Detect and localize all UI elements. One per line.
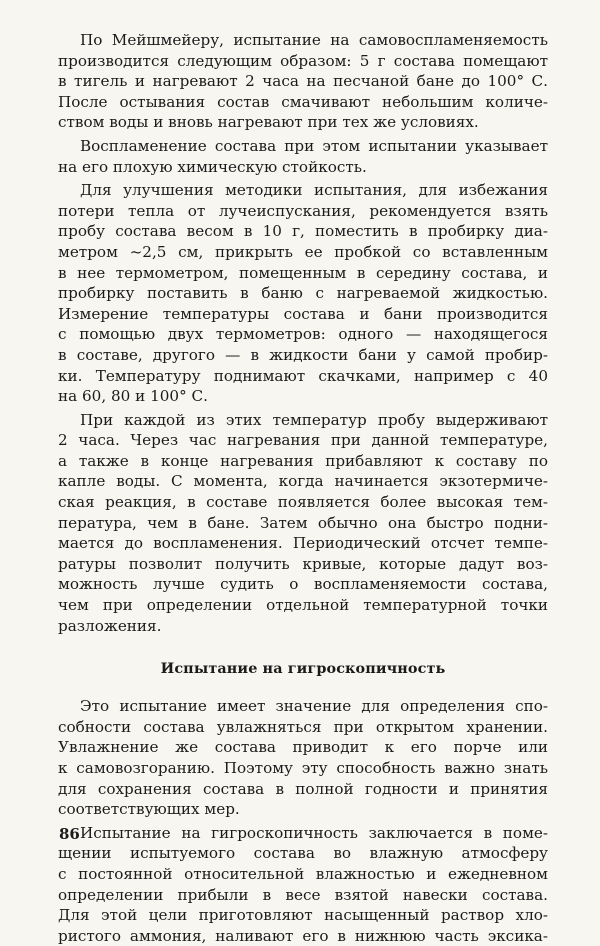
section-heading: Испытание на гигроскопичность [160, 660, 446, 678]
text-line: к самовозгоранию. Поэтому эту способность важно знать [58, 759, 548, 777]
text-line: пература, чем в бане. Затем обычно она быстро подни- [58, 513, 548, 532]
text-line: разложения. [58, 616, 162, 635]
text-line: ратуры позволит получить кривые, которые дадут воз- [58, 554, 548, 573]
text-line: Для улучшения методики испытания, для избежания [80, 181, 548, 200]
paragraph-hygroscopicity-method [58, 823, 548, 946]
text-line: в нее термометром, помещенным в середину состава, и [58, 263, 548, 282]
text-line: ки. Температуру поднимают скачками, например с 40 [58, 366, 548, 385]
text-line: ристого аммония, наливают его в нижнюю часть эксика- [58, 926, 548, 945]
text-line: После остывания состав смачивают небольшим количе- [58, 92, 548, 111]
text-line: потери тепла от лучеиспускания, рекомендуется взять [58, 201, 548, 220]
text-line: а также в конце нагревания прибавляют к составу по [58, 451, 548, 470]
text-line: мается до воспламенения. Периодический отсчет темпе- [58, 534, 548, 553]
text-line: ством воды и вновь нагревают при тех же условиях. [58, 113, 479, 132]
text-line: на его плохую химическую стойкость. [58, 157, 367, 176]
text-line: чем при определении отдельной температурной точки [58, 596, 548, 615]
text-line: пробирку поставить в баню с нагреваемой жидкостью. [58, 284, 548, 303]
paragraph-hygroscopicity-purpose [58, 696, 548, 820]
text-line: в тигель и нагревают 2 часа на песчаной бане до 100° С. [58, 72, 548, 91]
text-line: с постоянной относительной влажностью и ежедневном [58, 864, 548, 883]
text-line: Испытание на гигроскопичность заключается в поме- [80, 823, 548, 842]
text-line: При каждой из этих температур пробу выдерживают [80, 410, 548, 429]
text-line: Измерение температуры состава и бани производится [58, 304, 548, 323]
text-line: для сохранения состава в полной годности и принятия [58, 779, 548, 798]
text-line: ская реакция, в составе появляется более высокая тем- [58, 493, 548, 512]
text-line: Это испытание имеет значение для определения спо- [80, 697, 548, 716]
text-line: Увлажнение же состава приводит к его порче или [58, 738, 548, 757]
text-line: 2 часа. Через час нагревания при данной температуре, [58, 431, 548, 450]
page-number: 86 [59, 825, 80, 843]
page-body [58, 30, 548, 946]
text-line: можность лучше судить о воспламеняемости состава, [58, 575, 548, 594]
text-line: соответствующих мер. [58, 800, 240, 819]
text-line: По Мейшмейеру, испытание на самовоспламеняемость [80, 31, 548, 49]
text-line: капле воды. С момента, когда начинается экзотермиче- [58, 472, 548, 491]
text-line: производится следующим образом: 5 г состава помещают [58, 51, 548, 70]
text-line: определении прибыли в весе взятой навески состава. [58, 885, 548, 904]
text-line: в составе, другого — в жидкости бани у самой пробир- [58, 345, 548, 364]
text-line: пробу состава весом в 10 г, поместить в пробирку диа- [58, 222, 548, 241]
text-line: на 60, 80 и 100° С. [58, 387, 208, 406]
text-line: с помощью двух термометров: одного — находящегося [58, 325, 548, 344]
paragraph-meishmeier-test [58, 30, 548, 133]
text-line: Для этой цели приготовляют насыщенный раствор хло- [58, 906, 548, 925]
paragraph-ignition-result [58, 136, 548, 177]
paragraph-temperature-holding [58, 410, 548, 637]
text-line: метром ~2,5 см, прикрыть ее пробкой со вставленным [58, 242, 548, 261]
paragraph-method-improvement [58, 180, 548, 407]
text-line: собности состава увлажняться при открытом хранении. [58, 717, 548, 736]
text-line: Воспламенение состава при этом испытании указывает [80, 136, 548, 155]
text-line: щении испытуемого состава во влажную атмосферу [58, 844, 548, 863]
